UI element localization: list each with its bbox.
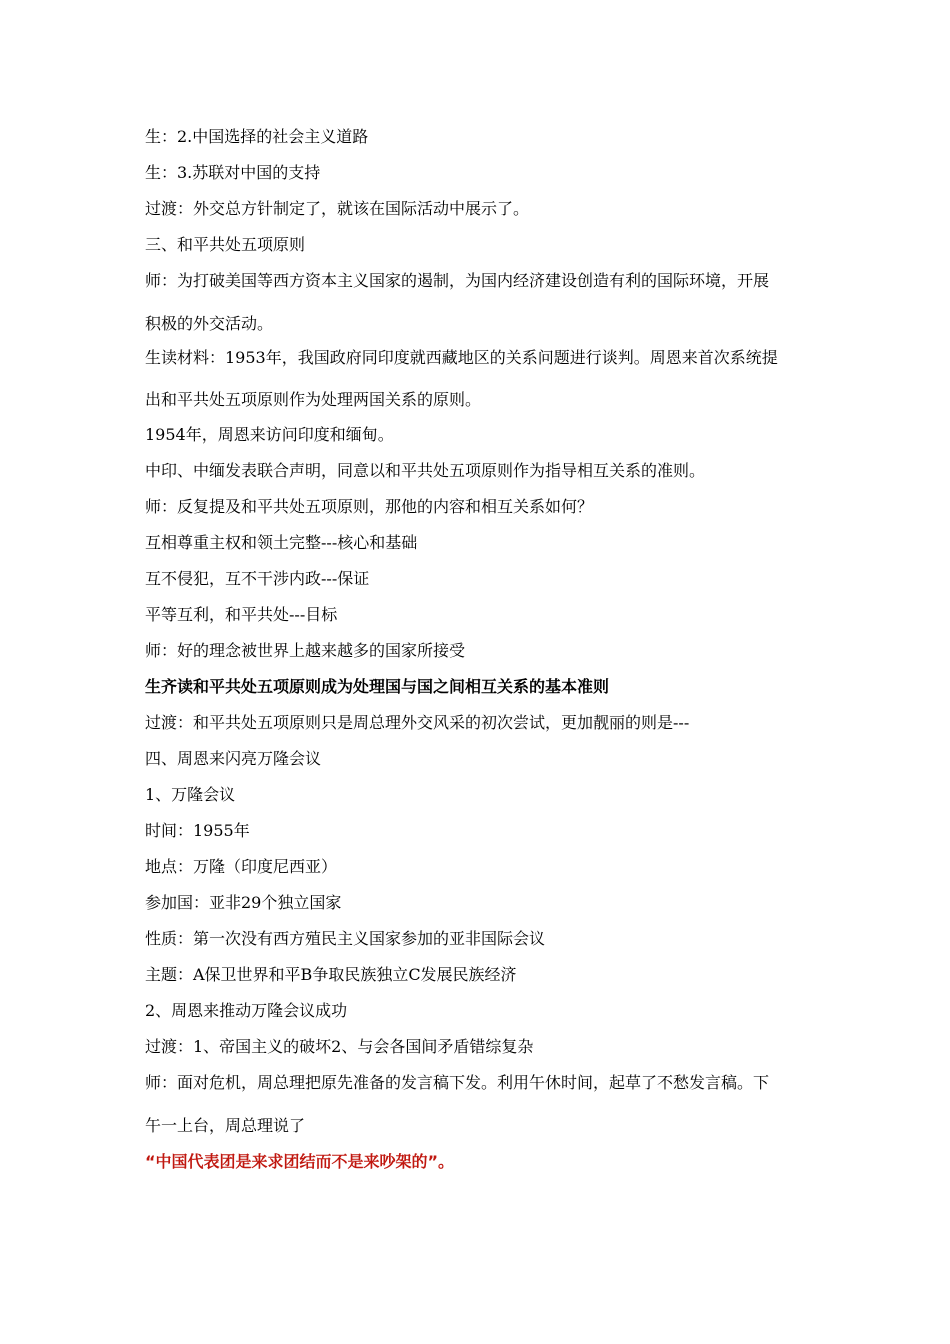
section-heading: 四、周恩来闪亮万隆会议 [145, 749, 322, 768]
text-line: 1954年，周恩来访问印度和缅甸。 [145, 425, 394, 444]
text-line: 性质：第一次没有西方殖民主义国家参加的亚非国际会议 [145, 929, 546, 948]
text-line: 过渡：1、帝国主义的破坏2、与会各国间矛盾错综复杂 [145, 1037, 534, 1056]
text-line: 参加国：亚非29个独立国家 [145, 893, 342, 912]
text-line: 师：反复提及和平共处五项原则，那他的内容和相互关系如何？ [145, 497, 594, 516]
text-line: 时间：1955年 [145, 821, 250, 840]
text-line: 生：3.苏联对中国的支持 [145, 163, 321, 182]
red-quote: “中国代表团是来求团结而不是来吵架的”。 [145, 1152, 455, 1171]
section-heading: 三、和平共处五项原则 [145, 235, 306, 254]
text-line: 过渡：外交总方针制定了，就该在国际活动中展示了。 [145, 199, 530, 218]
text-line: 过渡：和平共处五项原则只是周总理外交风采的初次尝试，更加靓丽的则是--- [145, 713, 690, 732]
text-line: 主题：A保卫世界和平B争取民族独立C发展民族经济 [145, 965, 517, 984]
text-line: 师：面对危机，周总理把原先准备的发言稿下发。利用午休时间，起草了不愁发言稿。下 [145, 1073, 770, 1092]
subheading: 1、万隆会议 [145, 785, 236, 804]
text-line: 生：2.中国选择的社会主义道路 [145, 127, 369, 146]
text-line: 平等互利，和平共处---目标 [145, 605, 338, 624]
bold-statement: 生齐读和平共处五项原则成为处理国与国之间相互关系的基本准则 [145, 677, 610, 696]
text-line: 师：好的理念被世界上越来越多的国家所接受 [145, 641, 466, 660]
text-line: 生读材料：1953年，我国政府同印度就西藏地区的关系问题进行谈判。周恩来首次系统提 [145, 348, 778, 367]
text-line: 互相尊重主权和领土完整---核心和基础 [145, 533, 418, 552]
subheading: 2、周恩来推动万隆会议成功 [145, 1001, 348, 1020]
text-line: 师：为打破美国等西方资本主义国家的遏制，为国内经济建设创造有利的国际环境，开展 [145, 271, 770, 290]
text-line: 午一上台，周总理说了 [145, 1116, 306, 1135]
text-line: 出和平共处五项原则作为处理两国关系的原则。 [145, 390, 482, 409]
text-line: 互不侵犯，互不干涉内政---保证 [145, 569, 370, 588]
text-line: 积极的外交活动。 [145, 314, 274, 333]
text-line: 中印、中缅发表联合声明，同意以和平共处五项原则作为指导相互关系的准则。 [145, 461, 706, 480]
text-line: 地点：万隆（印度尼西亚） [145, 857, 338, 876]
